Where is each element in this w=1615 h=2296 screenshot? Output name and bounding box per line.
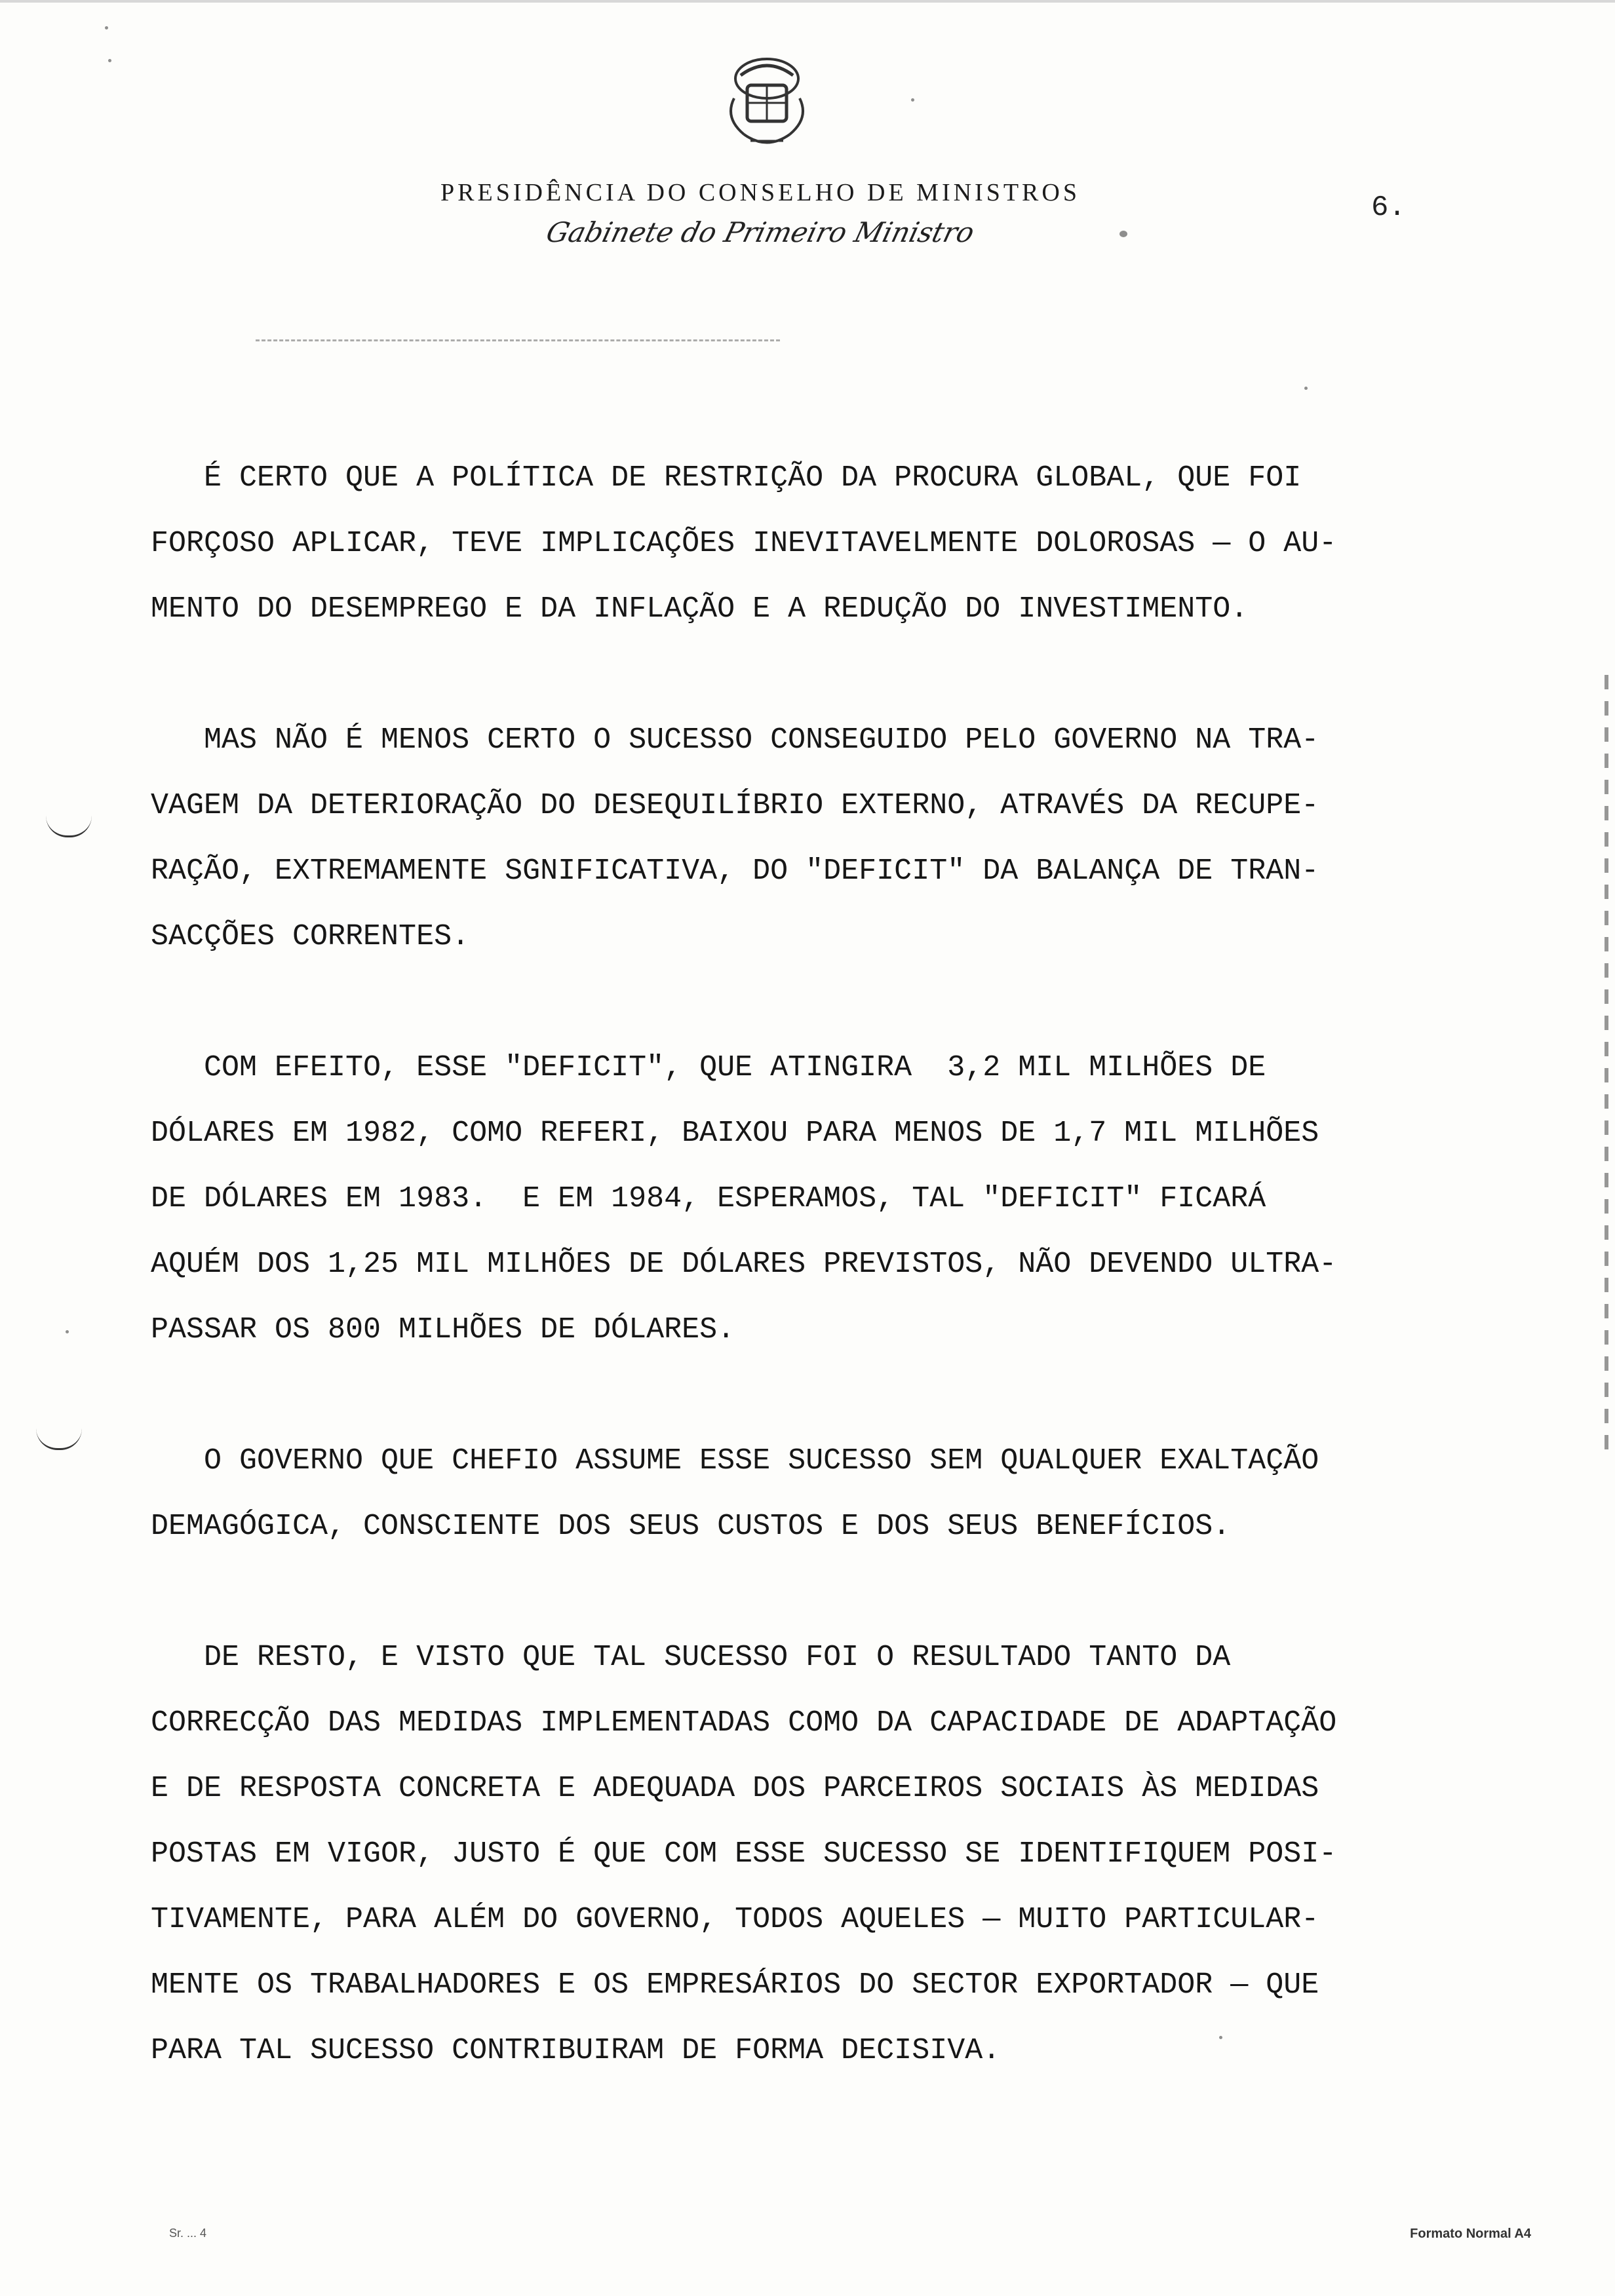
scan-mark (36, 1428, 82, 1450)
text-line: E DE RESPOSTA CONCRETA E ADEQUADA DOS PARCEIROS SOCIAIS ÀS MEDIDAS (151, 1772, 1319, 1805)
text-line: DEMAGÓGICA, CONSCIENTE DOS SEUS CUSTOS E DOS SEUS BENEFÍCIOS. (151, 1510, 1231, 1543)
paragraph (151, 708, 1521, 970)
text-line: SACÇÕES CORRENTES. (151, 920, 470, 953)
paragraph (151, 1035, 1521, 1363)
letterhead: PRESIDÊNCIA DO CONSELHO DE MINISTROS (440, 179, 1080, 206)
text-line: TIVAMENTE, PARA ALÉM DO GOVERNO, TODOS AQUELES — MUITO PARTICULAR- (151, 1903, 1319, 1936)
text-line: MENTO DO DESEMPREGO E DA INFLAÇÃO E A REDUÇÃO DO INVESTIMENTO. (151, 592, 1249, 626)
scan-mark (46, 816, 92, 837)
text-line: RAÇÃO, EXTREMAMENTE SGNIFICATIVA, DO "DEFICIT" DA BALANÇA DE TRAN- (151, 854, 1319, 888)
footer-paper-format: Formato Normal A4 (1410, 2227, 1531, 2241)
scan-speck (108, 59, 111, 62)
text-line: POSTAS EM VIGOR, JUSTO É QUE COM ESSE SUCESSO SE IDENTIFIQUEM POSI- (151, 1837, 1337, 1871)
text-line: AQUÉM DOS 1,25 MIL MILHÕES DE DÓLARES PREVISTOS, NÃO DEVENDO ULTRA- (151, 1248, 1337, 1281)
paragraph (151, 1428, 1521, 1559)
scan-speck (1219, 2036, 1222, 2039)
text-line: CORRECÇÃO DAS MEDIDAS IMPLEMENTADAS COMO DA CAPACIDADE DE ADAPTAÇÃO (151, 1706, 1337, 1740)
paragraph (151, 1625, 1521, 2084)
footer-left-code: Sr. ... 4 (169, 2227, 207, 2240)
text-line: FORÇOSO APLICAR, TEVE IMPLICAÇÕES INEVITAVELMENTE DOLOROSAS — O AU- (151, 527, 1337, 560)
text-line: DÓLARES EM 1982, COMO REFERI, BAIXOU PARA MENOS DE 1,7 MIL MILHÕES (151, 1117, 1319, 1150)
text-line: COM EFEITO, ESSE "DEFICIT", QUE ATINGIRA 3,2 MIL MILHÕES DE (151, 1051, 1266, 1084)
text-line: PARA TAL SUCESSO CONTRIBUIRAM DE FORMA DECISIVA. (151, 2034, 1001, 2067)
coat-of-arms-icon (711, 46, 823, 157)
scan-speck (66, 1330, 69, 1333)
text-line: MENTE OS TRABALHADORES E OS EMPRESÁRIOS DO SECTOR EXPORTADOR — QUE (151, 1968, 1319, 2002)
paragraph (151, 446, 1521, 642)
scan-edge-top (0, 0, 1615, 3)
text-line: MAS NÃO É MENOS CERTO O SUCESSO CONSEGUIDO PELO GOVERNO NA TRA- (151, 723, 1319, 757)
body-text (151, 446, 1521, 2149)
page-number: 6. (1371, 191, 1406, 224)
scan-edge-right (1605, 675, 1608, 1461)
letterhead-subtitle: Gabinete do Primeiro Ministro (543, 216, 978, 248)
text-line: PASSAR OS 800 MILHÕES DE DÓLARES. (151, 1313, 735, 1347)
scan-speck (1304, 387, 1308, 390)
text-line: VAGEM DA DETERIORAÇÃO DO DESEQUILÍBRIO EXTERNO, ATRAVÉS DA RECUPE- (151, 789, 1319, 822)
header-rule (256, 339, 780, 341)
scan-speck (911, 98, 914, 102)
text-line: DE RESTO, E VISTO QUE TAL SUCESSO FOI O RESULTADO TANTO DA (151, 1641, 1231, 1674)
scan-speck (1119, 231, 1127, 237)
scan-speck (105, 26, 108, 29)
text-line: É CERTO QUE A POLÍTICA DE RESTRIÇÃO DA PROCURA GLOBAL, QUE FOI (151, 461, 1302, 495)
text-line: DE DÓLARES EM 1983. E EM 1984, ESPERAMOS, TAL "DEFICIT" FICARÁ (151, 1182, 1266, 1215)
text-line: O GOVERNO QUE CHEFIO ASSUME ESSE SUCESSO SEM QUALQUER EXALTAÇÃO (151, 1444, 1319, 1478)
